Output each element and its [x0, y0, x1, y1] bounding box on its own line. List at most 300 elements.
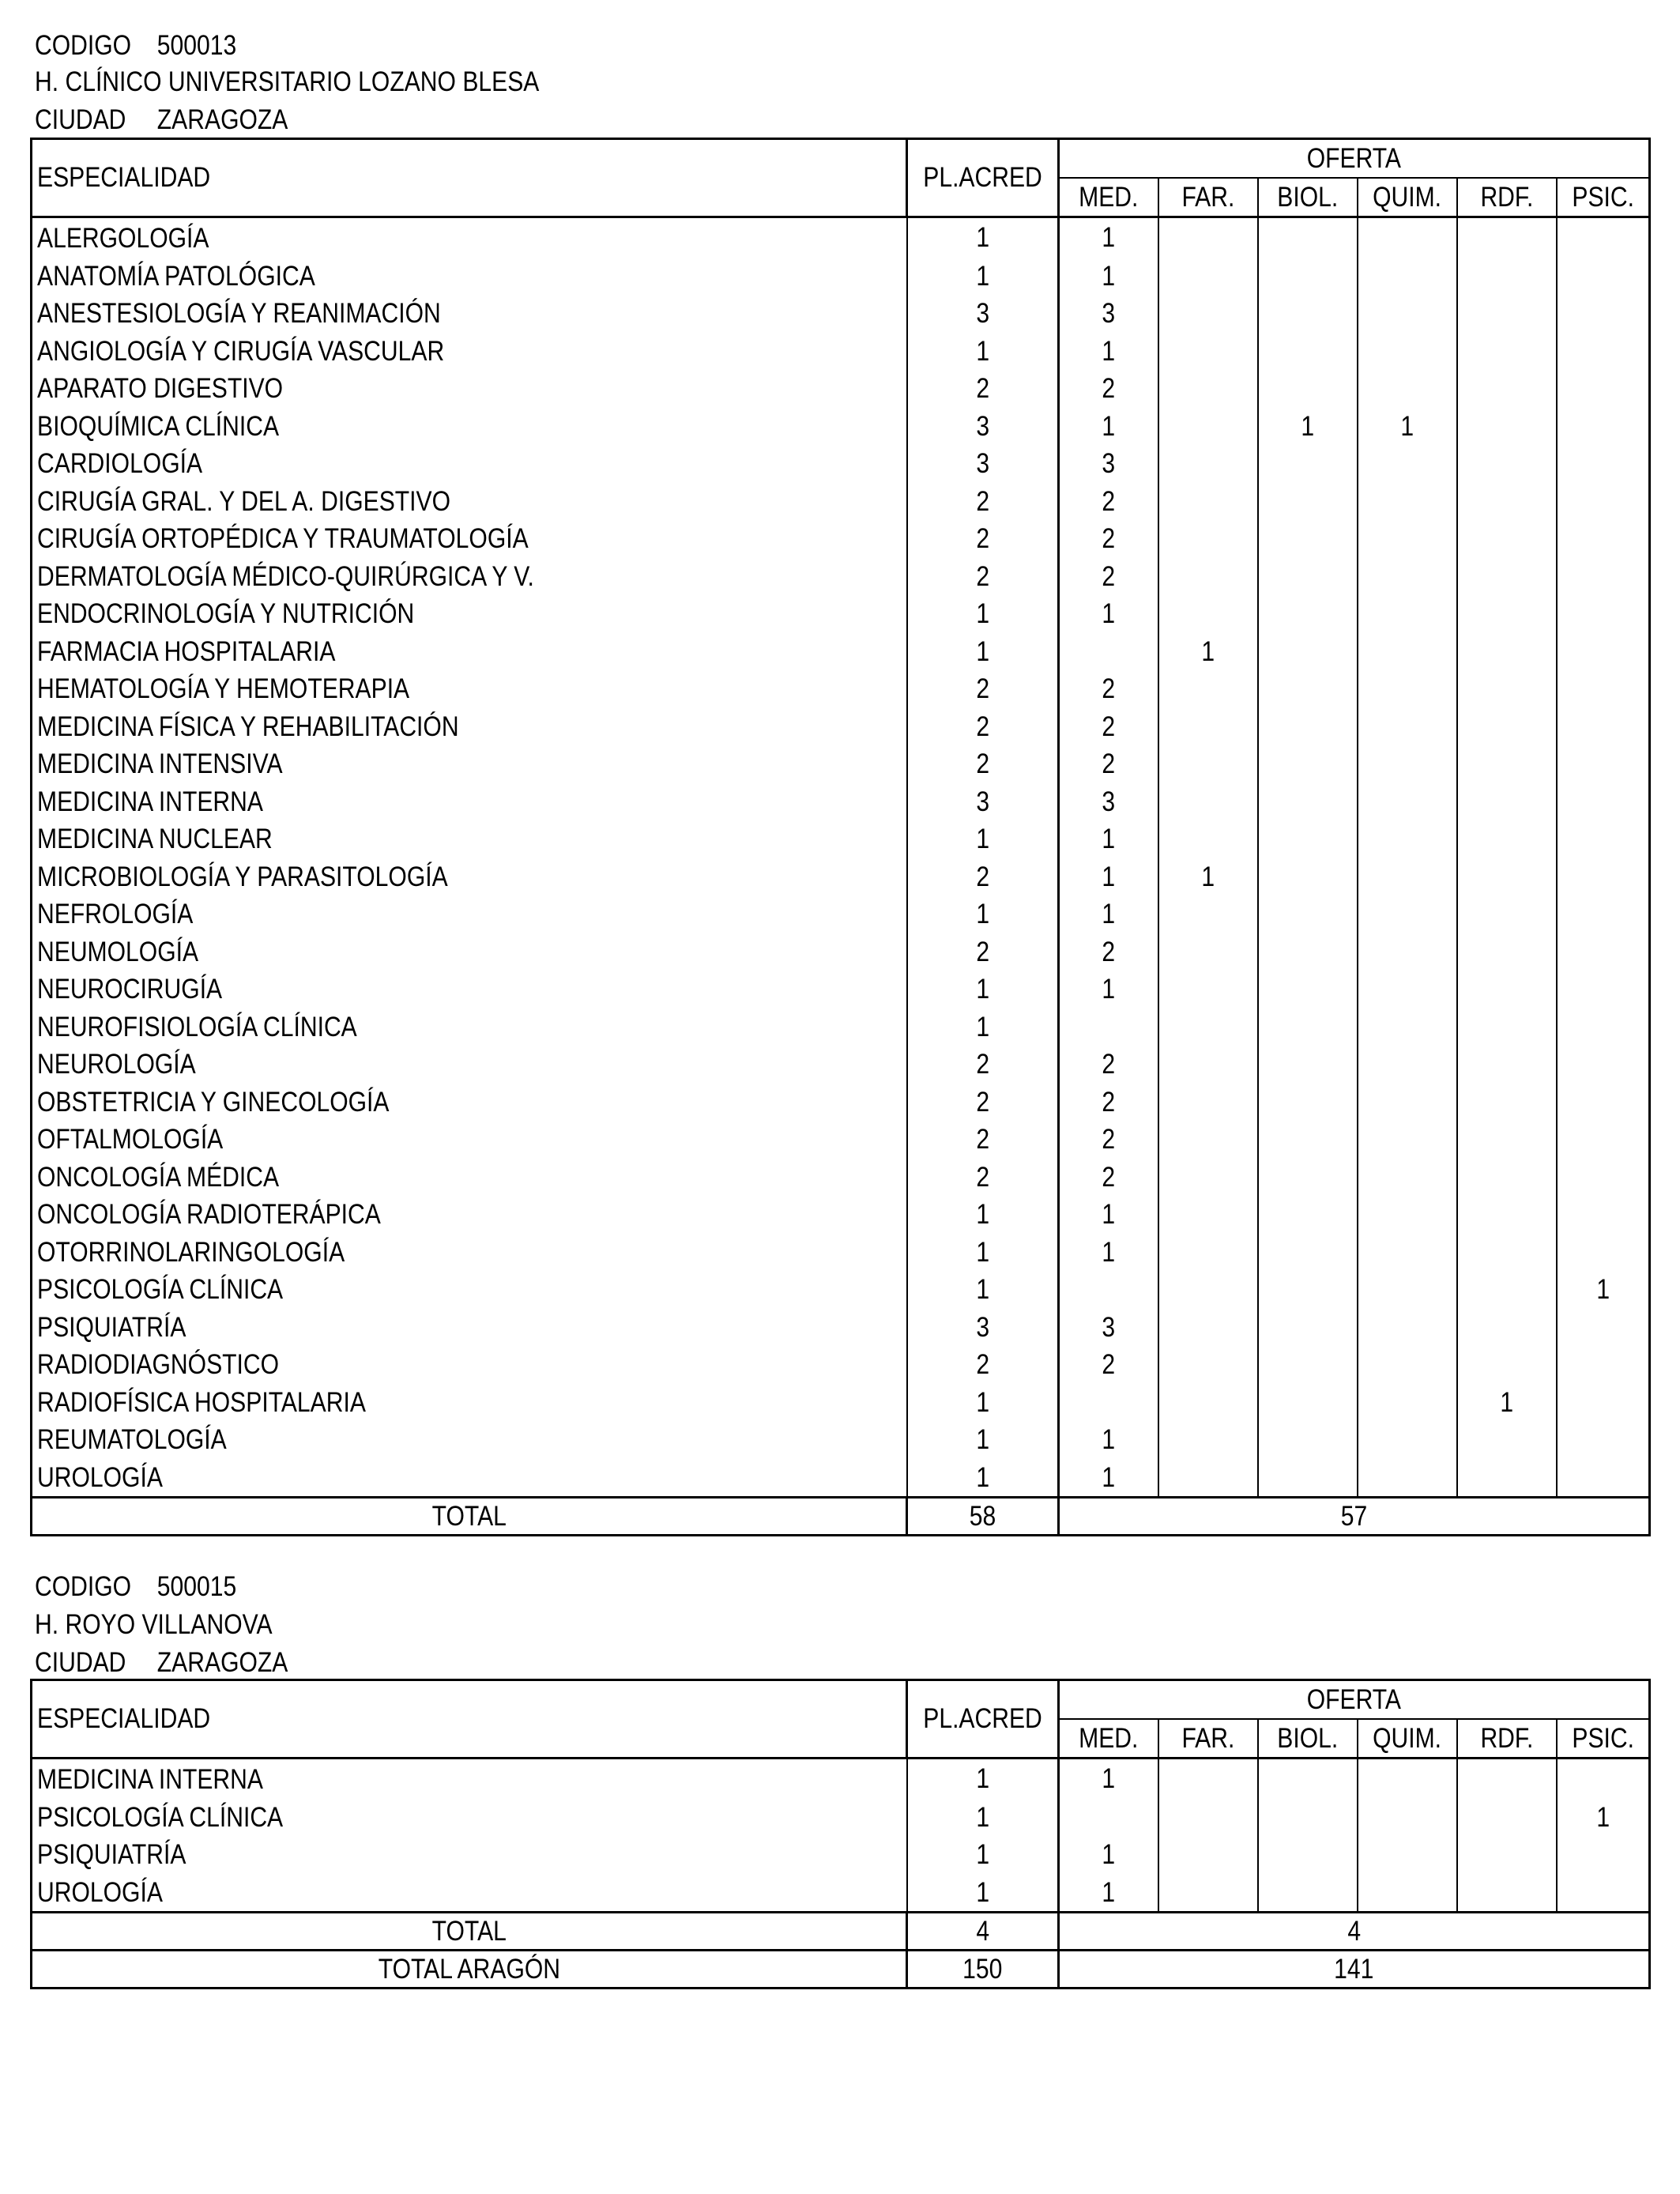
table-row — [32, 1084, 1650, 1122]
cell-rdf — [1457, 1384, 1557, 1422]
cell-rdf — [1457, 933, 1557, 971]
cell-quim — [1358, 370, 1457, 408]
cell-especialidad-text: ENDOCRINOLOGÍA Y NUTRICIÓN — [37, 598, 415, 629]
cell-pl-acred-text: 1 — [975, 1461, 989, 1493]
cell-psic — [1557, 820, 1650, 858]
cell-biol — [1258, 595, 1358, 633]
header-pl-acred-text: PL.ACRED — [923, 1703, 1042, 1734]
cell-quim — [1358, 1084, 1457, 1122]
cell-quim — [1358, 595, 1457, 633]
cell-psic-text: 1 — [1595, 1801, 1610, 1833]
cell-psic — [1557, 558, 1650, 596]
cell-med-text: 2 — [1102, 523, 1116, 554]
cell-med — [1059, 1121, 1158, 1159]
header-med-text: MED. — [1079, 181, 1139, 213]
cell-med — [1059, 595, 1158, 633]
cell-pl-acred-text: 2 — [975, 1161, 989, 1193]
cell-pl-acred-text: 1 — [975, 899, 989, 929]
cell-psic — [1557, 1874, 1650, 1913]
cell-pl-acred — [907, 933, 1059, 971]
cell-med — [1059, 445, 1158, 483]
cell-rdf — [1457, 1309, 1557, 1347]
header-pl-acred-text: PL.ACRED — [923, 162, 1042, 193]
cell-especialidad — [32, 1346, 907, 1384]
cell-especialidad-text: ONCOLOGÍA RADIOTERÁPICA — [37, 1199, 381, 1230]
cell-quim — [1358, 933, 1457, 971]
total-row-label — [32, 1498, 907, 1536]
cell-quim — [1358, 820, 1457, 858]
cell-psic — [1557, 1459, 1650, 1498]
cell-med — [1059, 558, 1158, 596]
cell-rdf — [1457, 595, 1557, 633]
cell-rdf — [1457, 1084, 1557, 1122]
cell-psic — [1557, 483, 1650, 521]
table-row — [32, 1234, 1650, 1272]
cell-especialidad — [32, 971, 907, 1008]
header-pl-acred — [907, 139, 1059, 217]
cell-psic — [1557, 783, 1650, 821]
cell-quim — [1358, 258, 1457, 296]
header-quim — [1358, 178, 1457, 217]
header-biol-text: BIOL. — [1277, 181, 1338, 213]
cell-quim — [1358, 408, 1457, 446]
cell-biol — [1258, 217, 1358, 258]
cell-rdf — [1457, 1159, 1557, 1197]
header-especialidad — [32, 1680, 907, 1759]
cell-especialidad-text: MICROBIOLOGÍA Y PARASITOLOGÍA — [37, 861, 448, 892]
cell-rdf — [1457, 217, 1557, 258]
hospital-2-table — [30, 1679, 1651, 1989]
cell-pl-acred — [907, 1234, 1059, 1272]
cell-far — [1158, 1309, 1258, 1347]
header-rdf-text: RDF. — [1480, 1722, 1533, 1754]
cell-quim — [1358, 1799, 1457, 1837]
cell-med-text: 1 — [1102, 410, 1116, 442]
cell-far — [1158, 258, 1258, 296]
header-oferta-text: OFERTA — [1306, 1683, 1402, 1715]
table-row — [32, 1384, 1650, 1422]
cell-especialidad-text: PSIQUIATRÍA — [37, 1311, 186, 1343]
cell-biol — [1258, 1759, 1358, 1799]
cell-biol — [1258, 370, 1358, 408]
cell-biol — [1258, 1159, 1358, 1197]
header-oferta — [1059, 139, 1650, 179]
header-psic — [1557, 1719, 1650, 1759]
cell-rdf — [1457, 1271, 1557, 1309]
cell-pl-acred — [907, 1084, 1059, 1122]
cell-especialidad — [32, 370, 907, 408]
cell-quim — [1358, 670, 1457, 708]
cell-pl-acred — [907, 1271, 1059, 1309]
cell-med-text: 1 — [1102, 1876, 1116, 1908]
cell-especialidad-text: NEFROLOGÍA — [37, 899, 194, 929]
cell-far-text: 1 — [1201, 635, 1215, 667]
cell-quim — [1358, 483, 1457, 521]
cell-rdf — [1457, 971, 1557, 1008]
cell-psic — [1557, 445, 1650, 483]
table-row — [32, 595, 1650, 633]
table-row — [32, 820, 1650, 858]
cell-especialidad-text: RADIOFÍSICA HOSPITALARIA — [37, 1386, 366, 1418]
cell-psic — [1557, 1008, 1650, 1046]
cell-psic — [1557, 858, 1650, 896]
cell-quim — [1358, 1046, 1457, 1084]
table-row — [32, 1008, 1650, 1046]
cell-pl-acred — [907, 1046, 1059, 1084]
cell-especialidad — [32, 1159, 907, 1197]
total-row-label-text: TOTAL — [431, 1915, 507, 1947]
cell-biol — [1258, 971, 1358, 1008]
cell-med — [1059, 858, 1158, 896]
cell-pl-acred — [907, 745, 1059, 783]
cell-med-text: 1 — [1102, 260, 1116, 292]
cell-med — [1059, 370, 1158, 408]
cell-far — [1158, 858, 1258, 896]
cell-pl-acred — [907, 971, 1059, 1008]
ciudad-value: ZARAGOZA — [156, 1647, 288, 1678]
cell-especialidad-text: ANATOMÍA PATOLÓGICA — [37, 260, 315, 292]
cell-psic — [1557, 1799, 1650, 1837]
cell-quim — [1358, 1759, 1457, 1799]
cell-med-text: 2 — [1102, 485, 1116, 517]
cell-biol — [1258, 295, 1358, 333]
codigo-label: CODIGO — [35, 1571, 132, 1602]
cell-especialidad — [32, 1121, 907, 1159]
cell-far — [1158, 1084, 1258, 1122]
cell-biol — [1258, 445, 1358, 483]
header-far-text: FAR. — [1181, 1722, 1234, 1754]
ciudad-value: ZARAGOZA — [156, 104, 288, 135]
cell-far — [1158, 1234, 1258, 1272]
cell-psic — [1557, 258, 1650, 296]
cell-pl-acred — [907, 370, 1059, 408]
cell-quim — [1358, 971, 1457, 1008]
cell-med — [1059, 971, 1158, 1008]
total-row-oferta — [1059, 1498, 1650, 1536]
cell-pl-acred-text: 1 — [975, 1199, 989, 1230]
cell-quim — [1358, 745, 1457, 783]
cell-far — [1158, 595, 1258, 633]
cell-especialidad — [32, 670, 907, 708]
cell-especialidad-text: BIOQUÍMICA CLÍNICA — [37, 410, 280, 442]
cell-quim — [1358, 708, 1457, 746]
cell-quim — [1358, 1346, 1457, 1384]
cell-rdf-text: 1 — [1500, 1386, 1513, 1418]
cell-med — [1059, 1309, 1158, 1347]
cell-far — [1158, 1384, 1258, 1422]
cell-especialidad — [32, 1196, 907, 1234]
cell-rdf — [1457, 1759, 1557, 1799]
table-row — [32, 1421, 1650, 1459]
cell-far — [1158, 1271, 1258, 1309]
cell-especialidad-text: UROLOGÍA — [37, 1461, 163, 1493]
cell-biol — [1258, 1874, 1358, 1913]
cell-especialidad-text: PSICOLOGÍA CLÍNICA — [37, 1801, 284, 1833]
cell-rdf — [1457, 1121, 1557, 1159]
cell-especialidad-text: OBSTETRICIA Y GINECOLOGÍA — [37, 1086, 390, 1118]
cell-far — [1158, 708, 1258, 746]
cell-pl-acred — [907, 1196, 1059, 1234]
cell-biol — [1258, 1121, 1358, 1159]
cell-biol — [1258, 1196, 1358, 1234]
cell-med — [1059, 1384, 1158, 1422]
cell-biol — [1258, 783, 1358, 821]
cell-biol — [1258, 1084, 1358, 1122]
cell-med — [1059, 1234, 1158, 1272]
cell-especialidad — [32, 1309, 907, 1347]
cell-quim — [1358, 1008, 1457, 1046]
table-row — [32, 1799, 1650, 1837]
cell-quim — [1358, 1234, 1457, 1272]
cell-rdf — [1457, 445, 1557, 483]
cell-especialidad-text: NEUROCIRUGÍA — [37, 974, 223, 1005]
region-total-row-oferta — [1059, 1951, 1650, 1989]
cell-biol — [1258, 483, 1358, 521]
cell-rdf — [1457, 1874, 1557, 1913]
cell-especialidad — [32, 445, 907, 483]
cell-especialidad — [32, 408, 907, 446]
cell-pl-acred — [907, 595, 1059, 633]
cell-quim — [1358, 1196, 1457, 1234]
cell-especialidad-text: PSIQUIATRÍA — [37, 1839, 186, 1870]
cell-quim — [1358, 633, 1457, 671]
header-med-text: MED. — [1079, 1722, 1139, 1754]
header-biol — [1258, 178, 1358, 217]
cell-pl-acred-text: 2 — [975, 711, 989, 742]
cell-quim — [1358, 1836, 1457, 1874]
cell-biol — [1258, 1346, 1358, 1384]
cell-pl-acred-text: 1 — [975, 1839, 989, 1870]
cell-pl-acred — [907, 1874, 1059, 1913]
table-row — [32, 1836, 1650, 1874]
table-row — [32, 217, 1650, 258]
total-row-pl-acred-text: 4 — [976, 1915, 989, 1947]
cell-far — [1158, 971, 1258, 1008]
cell-especialidad-text: HEMATOLOGÍA Y HEMOTERAPIA — [37, 673, 410, 704]
cell-pl-acred-text: 1 — [975, 974, 989, 1005]
table-row — [32, 783, 1650, 821]
cell-pl-acred-text: 1 — [975, 1011, 989, 1042]
total-row-label — [32, 1913, 907, 1951]
cell-far — [1158, 558, 1258, 596]
cell-biol — [1258, 333, 1358, 371]
cell-especialidad-text: APARATO DIGESTIVO — [37, 373, 284, 404]
cell-pl-acred — [907, 1121, 1059, 1159]
cell-psic — [1557, 1234, 1650, 1272]
total-row — [32, 1913, 1650, 1951]
cell-pl-acred — [907, 1759, 1059, 1799]
cell-med — [1059, 708, 1158, 746]
cell-med — [1059, 408, 1158, 446]
cell-pl-acred-text: 1 — [975, 598, 989, 629]
cell-pl-acred-text: 2 — [975, 373, 989, 404]
cell-especialidad — [32, 1234, 907, 1272]
cell-pl-acred-text: 1 — [975, 335, 989, 367]
table-row — [32, 258, 1650, 296]
cell-psic — [1557, 1346, 1650, 1384]
cell-far — [1158, 295, 1258, 333]
hospital-1-table — [30, 138, 1651, 1536]
cell-med-text: 1 — [1102, 598, 1116, 629]
cell-biol — [1258, 258, 1358, 296]
cell-quim — [1358, 1121, 1457, 1159]
cell-especialidad-text: NEUROLOGÍA — [37, 1049, 196, 1080]
cell-especialidad — [32, 295, 907, 333]
header-far — [1158, 178, 1258, 217]
cell-med-text: 3 — [1102, 1311, 1116, 1343]
cell-med-text: 2 — [1102, 1124, 1116, 1155]
cell-pl-acred-text: 2 — [975, 1086, 989, 1118]
cell-especialidad — [32, 258, 907, 296]
header-oferta — [1059, 1680, 1650, 1720]
hospital-1-name: H. CLÍNICO UNIVERSITARIO LOZANO BLESA — [35, 66, 540, 97]
cell-biol — [1258, 1799, 1358, 1837]
cell-psic — [1557, 971, 1650, 1008]
cell-especialidad — [32, 1459, 907, 1498]
cell-med — [1059, 1459, 1158, 1498]
cell-pl-acred-text: 1 — [975, 1386, 989, 1418]
cell-med-text: 2 — [1102, 560, 1116, 592]
cell-biol — [1258, 670, 1358, 708]
cell-quim — [1358, 558, 1457, 596]
cell-med — [1059, 745, 1158, 783]
cell-far — [1158, 1836, 1258, 1874]
cell-especialidad — [32, 1421, 907, 1459]
table-row — [32, 1346, 1650, 1384]
cell-pl-acred — [907, 1346, 1059, 1384]
cell-far — [1158, 895, 1258, 933]
cell-far — [1158, 370, 1258, 408]
cell-biol — [1258, 745, 1358, 783]
cell-especialidad-text: PSICOLOGÍA CLÍNICA — [37, 1274, 284, 1305]
cell-med-text: 2 — [1102, 1049, 1116, 1080]
cell-med-text: 3 — [1102, 298, 1116, 329]
cell-especialidad-text: FARMACIA HOSPITALARIA — [37, 635, 336, 667]
cell-quim — [1358, 1874, 1457, 1913]
table-row — [32, 445, 1650, 483]
cell-biol — [1258, 708, 1358, 746]
cell-med-text: 1 — [1102, 1461, 1116, 1493]
table-row — [32, 670, 1650, 708]
cell-especialidad — [32, 1046, 907, 1084]
cell-especialidad — [32, 633, 907, 671]
header-far — [1158, 1719, 1258, 1759]
table-row — [32, 1196, 1650, 1234]
cell-med — [1059, 1008, 1158, 1046]
cell-far-text: 1 — [1201, 861, 1215, 892]
cell-med-text: 2 — [1102, 373, 1116, 404]
cell-med-text: 2 — [1102, 673, 1116, 704]
cell-pl-acred — [907, 1836, 1059, 1874]
cell-rdf — [1457, 483, 1557, 521]
cell-pl-acred-text: 2 — [975, 861, 989, 892]
hospital-2-ciudad-line — [35, 1644, 288, 1682]
cell-biol — [1258, 1459, 1358, 1498]
cell-rdf — [1457, 333, 1557, 371]
cell-biol — [1258, 820, 1358, 858]
cell-rdf — [1457, 408, 1557, 446]
cell-psic — [1557, 745, 1650, 783]
cell-pl-acred-text: 1 — [975, 1274, 989, 1305]
cell-biol-text: 1 — [1301, 410, 1314, 442]
cell-pl-acred — [907, 895, 1059, 933]
cell-quim — [1358, 783, 1457, 821]
cell-rdf — [1457, 1459, 1557, 1498]
cell-rdf — [1457, 1234, 1557, 1272]
cell-pl-acred-text: 1 — [975, 1801, 989, 1833]
cell-especialidad-text: MEDICINA INTENSIVA — [37, 748, 283, 779]
hospital-1-ciudad-line — [35, 101, 288, 139]
cell-far — [1158, 483, 1258, 521]
region-total-row — [32, 1951, 1650, 1989]
cell-psic — [1557, 520, 1650, 558]
region-total-row-label-text: TOTAL ARAGÓN — [378, 1953, 560, 1985]
cell-pl-acred-text: 2 — [975, 1124, 989, 1155]
cell-especialidad — [32, 1874, 907, 1913]
cell-far — [1158, 670, 1258, 708]
cell-med — [1059, 217, 1158, 258]
cell-pl-acred-text: 1 — [975, 222, 989, 253]
region-total-row-oferta-text: 141 — [1334, 1953, 1374, 1985]
cell-pl-acred — [907, 445, 1059, 483]
cell-med — [1059, 1836, 1158, 1874]
cell-pl-acred-text: 1 — [975, 1763, 989, 1794]
cell-med — [1059, 1346, 1158, 1384]
cell-pl-acred-text: 3 — [975, 1311, 989, 1343]
cell-med-text: 3 — [1102, 448, 1116, 479]
cell-rdf — [1457, 295, 1557, 333]
cell-far — [1158, 783, 1258, 821]
cell-pl-acred-text: 1 — [975, 635, 989, 667]
cell-biol — [1258, 1309, 1358, 1347]
cell-far — [1158, 1346, 1258, 1384]
header-quim-text: QUIM. — [1373, 181, 1441, 213]
cell-med-text: 1 — [1102, 222, 1116, 253]
cell-psic — [1557, 1271, 1650, 1309]
table-row — [32, 745, 1650, 783]
cell-psic — [1557, 895, 1650, 933]
header-psic — [1557, 178, 1650, 217]
cell-pl-acred — [907, 1309, 1059, 1347]
cell-biol — [1258, 1384, 1358, 1422]
table-row — [32, 1459, 1650, 1498]
cell-especialidad-text: RADIODIAGNÓSTICO — [37, 1349, 280, 1380]
total-row-pl-acred-text: 58 — [969, 1500, 996, 1532]
cell-pl-acred-text: 3 — [975, 448, 989, 479]
cell-pl-acred — [907, 783, 1059, 821]
cell-biol — [1258, 1234, 1358, 1272]
header-row — [32, 1680, 1650, 1720]
cell-especialidad-text: MEDICINA INTERNA — [37, 1764, 263, 1795]
cell-med — [1059, 1084, 1158, 1122]
table-row — [32, 858, 1650, 896]
total-row-pl-acred — [907, 1498, 1059, 1536]
codigo-value: 500013 — [156, 30, 237, 61]
cell-especialidad — [32, 1799, 907, 1837]
cell-especialidad — [32, 783, 907, 821]
cell-quim — [1358, 1159, 1457, 1197]
cell-especialidad — [32, 708, 907, 746]
cell-psic — [1557, 1121, 1650, 1159]
cell-med-text: 1 — [1102, 824, 1116, 854]
cell-far — [1158, 1196, 1258, 1234]
cell-pl-acred-text: 3 — [975, 298, 989, 329]
cell-especialidad — [32, 595, 907, 633]
cell-biol — [1258, 1271, 1358, 1309]
header-rdf — [1457, 1719, 1557, 1759]
table-row — [32, 333, 1650, 371]
header-especialidad-text: ESPECIALIDAD — [37, 1703, 211, 1734]
